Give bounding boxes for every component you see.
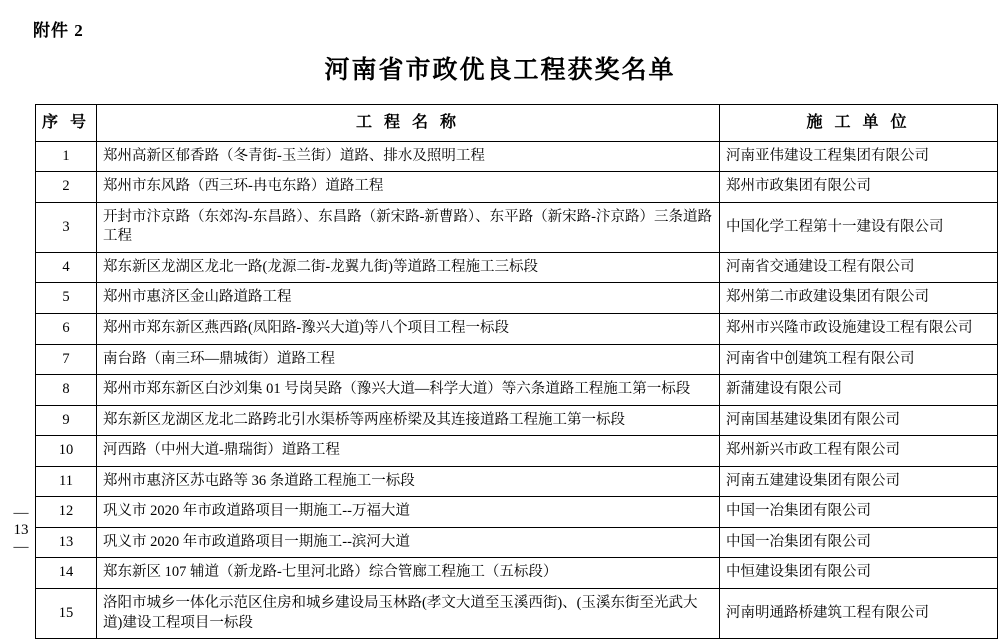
cell-project: 洛阳市城乡一体化示范区住房和城乡建设局玉林路(孝文大道至玉溪西街)、(玉溪东街至光武大道)建设工程项目一标段 <box>97 589 720 639</box>
cell-unit: 中国化学工程第十一建设有限公司 <box>720 202 998 252</box>
table-row <box>36 172 998 203</box>
cell-unit: 河南省交通建设工程有限公司 <box>720 252 998 283</box>
cell-unit: 郑州新兴市政工程有限公司 <box>720 436 998 467</box>
column-header-project: 工 程 名 称 <box>97 105 720 142</box>
table-row <box>36 558 998 589</box>
table-row <box>36 344 998 375</box>
cell-project: 郑东新区龙湖区龙北二路跨北引水渠桥等两座桥梁及其连接道路工程施工第一标段 <box>97 405 720 436</box>
cell-unit: 郑州市兴隆市政设施建设工程有限公司 <box>720 313 998 344</box>
cell-project: 郑东新区 107 辅道（新龙路-七里河北路）综合管廊工程施工（五标段） <box>97 558 720 589</box>
cell-project: 郑州市郑东新区白沙刘集 01 号岗吴路（豫兴大道—科学大道）等六条道路工程施工第一标段 <box>97 375 720 406</box>
cell-no: 3 <box>36 202 97 252</box>
column-header-unit: 施 工 单 位 <box>720 105 998 142</box>
cell-project: 开封市汴京路（东郊沟-东昌路）、东昌路（新宋路-新曹路）、东平路（新宋路-汴京路）三条道路工程 <box>97 202 720 252</box>
table-row <box>36 436 998 467</box>
cell-no: 10 <box>36 436 97 467</box>
cell-project: 南台路（南三环—鼎城街）道路工程 <box>97 344 720 375</box>
table-body <box>36 141 998 639</box>
cell-no: 15 <box>36 589 97 639</box>
table-row <box>36 405 998 436</box>
table-row <box>36 497 998 528</box>
table-row <box>36 527 998 558</box>
cell-no: 7 <box>36 344 97 375</box>
cell-no: 12 <box>36 497 97 528</box>
table-header-row <box>36 105 998 142</box>
cell-project: 郑州市惠济区金山路道路工程 <box>97 283 720 314</box>
cell-unit: 郑州第二市政建设集团有限公司 <box>720 283 998 314</box>
cell-project: 巩义市 2020 年市政道路项目一期施工--滨河大道 <box>97 527 720 558</box>
page-number-text: — 13 — <box>13 505 29 555</box>
table-header <box>36 105 998 142</box>
cell-project: 郑州高新区郁香路（冬青街-玉兰街）道路、排水及照明工程 <box>97 141 720 172</box>
cell-project: 郑州市郑东新区燕西路(凤阳路-豫兴大道)等八个项目工程一标段 <box>97 313 720 344</box>
table-row <box>36 466 998 497</box>
cell-unit: 郑州市政集团有限公司 <box>720 172 998 203</box>
cell-no: 13 <box>36 527 97 558</box>
page-number <box>8 505 34 556</box>
attachment-label: 附件 2 <box>33 21 84 40</box>
cell-unit: 河南国基建设集团有限公司 <box>720 405 998 436</box>
cell-project: 郑东新区龙湖区龙北一路(龙源二街-龙翼九街)等道路工程施工三标段 <box>97 252 720 283</box>
cell-unit: 中国一冶集团有限公司 <box>720 527 998 558</box>
table-row <box>36 375 998 406</box>
table-row <box>36 313 998 344</box>
cell-project: 郑州市惠济区苏屯路等 36 条道路工程施工一标段 <box>97 466 720 497</box>
cell-project: 郑州市东风路（西三环-冉屯东路）道路工程 <box>97 172 720 203</box>
cell-no: 4 <box>36 252 97 283</box>
table-row <box>36 252 998 283</box>
cell-unit: 河南省中创建筑工程有限公司 <box>720 344 998 375</box>
cell-no: 2 <box>36 172 97 203</box>
cell-no: 9 <box>36 405 97 436</box>
cell-no: 6 <box>36 313 97 344</box>
cell-no: 11 <box>36 466 97 497</box>
cell-no: 5 <box>36 283 97 314</box>
cell-unit: 河南明通路桥建筑工程有限公司 <box>720 589 998 639</box>
cell-no: 8 <box>36 375 97 406</box>
cell-unit: 河南亚伟建设工程集团有限公司 <box>720 141 998 172</box>
cell-no: 1 <box>36 141 97 172</box>
page-title: 河南省市政优良工程获奖名单 <box>324 57 676 84</box>
cell-unit: 中国一冶集团有限公司 <box>720 497 998 528</box>
table-row <box>36 589 998 639</box>
cell-no: 14 <box>36 558 97 589</box>
cell-unit: 新蒲建设有限公司 <box>720 375 998 406</box>
cell-project: 巩义市 2020 年市政道路项目一期施工--万福大道 <box>97 497 720 528</box>
table-row <box>36 141 998 172</box>
table-row <box>36 202 998 252</box>
award-list-table <box>35 104 998 639</box>
cell-project: 河西路（中州大道-鼎瑞街）道路工程 <box>97 436 720 467</box>
cell-unit: 中恒建设集团有限公司 <box>720 558 998 589</box>
cell-unit: 河南五建建设集团有限公司 <box>720 466 998 497</box>
table-row <box>36 283 998 314</box>
column-header-no: 序 号 <box>36 105 97 142</box>
